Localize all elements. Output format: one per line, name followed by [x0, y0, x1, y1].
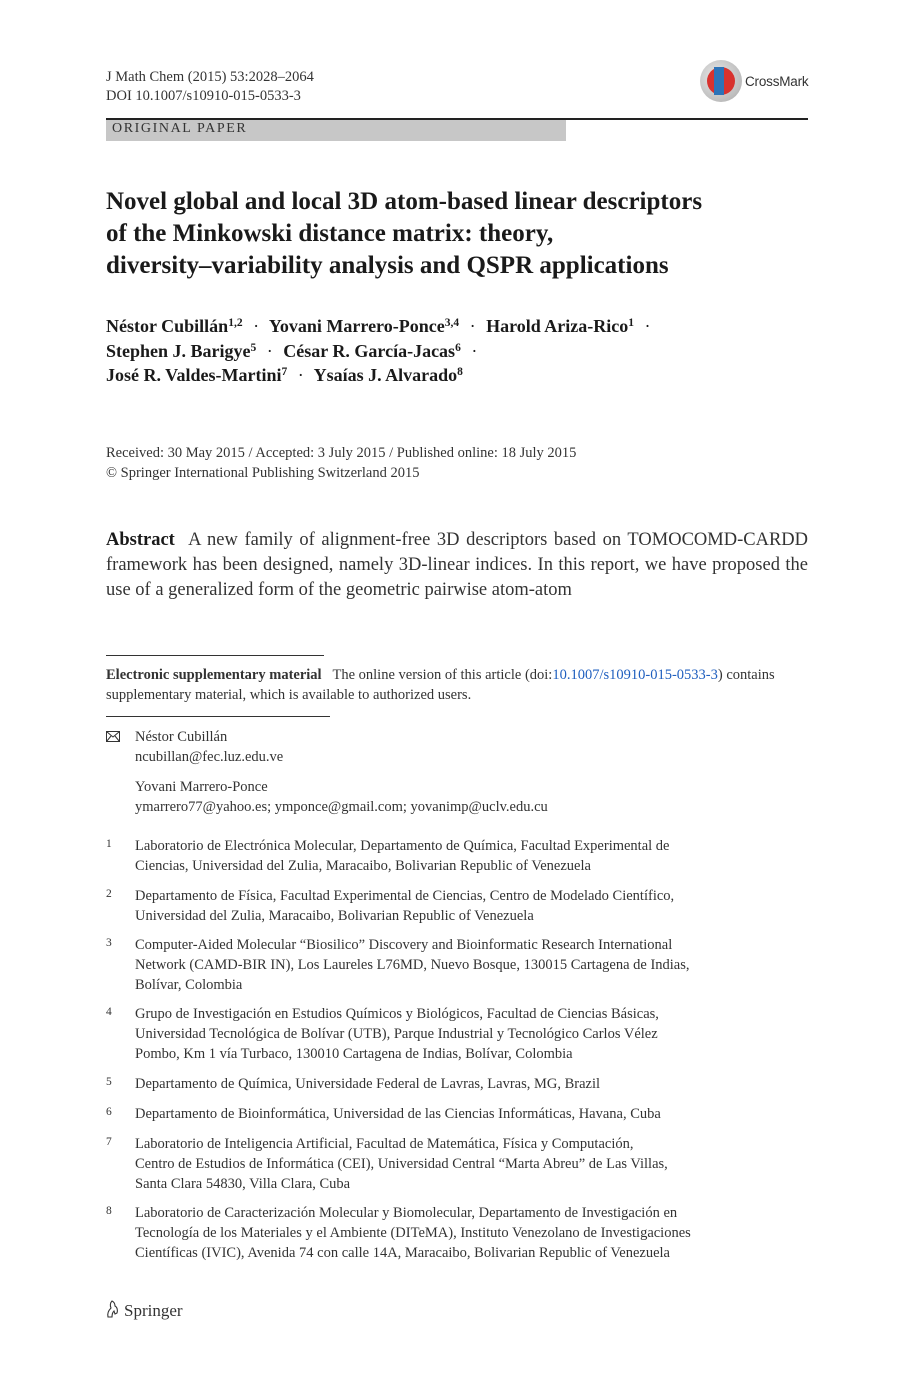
- journal-reference: J Math Chem (2015) 53:2028–2064: [106, 69, 314, 85]
- author-affiliation-marker: 7: [281, 366, 288, 378]
- affiliation-number: 4: [106, 1006, 112, 1018]
- esm-heading: Electronic supplementary material: [106, 667, 322, 683]
- affiliation-line: Universidad del Zulia, Maracaibo, Bolivarian Republic of Venezuela: [135, 908, 534, 924]
- separator-dot: ·: [469, 316, 476, 336]
- title-line: of the Minkowski distance matrix: theory,: [106, 220, 554, 247]
- publication-dates: [106, 443, 576, 483]
- affiliation-number: 8: [106, 1205, 112, 1217]
- affiliation-line: Centro de Estudios de Informática (CEI), Universidad Central “Marta Abreu” de Las Villas,: [135, 1156, 668, 1172]
- affiliation-line: Grupo de Investigación en Estudios Químicos y Biológicos, Facultad de Ciencias Básicas,: [135, 1006, 659, 1022]
- separator-dot: ·: [253, 316, 260, 336]
- author-name[interactable]: Ysaías J. Alvarado: [313, 365, 458, 385]
- abstract-text: A new family of alignment-free 3D descriptors based on TOMOCOMD-CARDD framework has been designed, namely 3D-linear indices. In this report, we have proposed the use of a generalized form of the geometric pairwise atom-atom: [106, 530, 808, 600]
- affiliation-line: Departamento de Química, Universidade Federal de Lavras, Lavras, MG, Brazil: [135, 1076, 601, 1092]
- author-name[interactable]: Harold Ariza-Rico: [486, 316, 629, 336]
- received-line: Received: 30 May 2015 / Accepted: 3 July 2015 / Published online: 18 July 2015: [106, 445, 577, 461]
- supplementary-note: [106, 665, 810, 705]
- author-list: [106, 314, 826, 388]
- affiliation-line: Laboratorio de Electrónica Molecular, Departamento de Química, Facultad Experimental de: [135, 838, 670, 854]
- journal-citation: [106, 68, 314, 106]
- contact-name: Yovani Marrero-Ponce: [135, 779, 268, 795]
- author-affiliation-marker: 5: [250, 341, 257, 354]
- separator-dot: ·: [297, 365, 304, 385]
- author-line: [106, 339, 826, 364]
- affiliation-line: Departamento de Bioinformática, Universidad de las Ciencias Informáticas, Havana, Cuba: [135, 1106, 661, 1122]
- esm-text: The online version of this article (doi:: [332, 667, 553, 683]
- contact-email[interactable]: ymarrero77@yahoo.es; ymponce@gmail.com; yovanimp@uclv.edu.cu: [135, 799, 548, 815]
- copyright-line: © Springer International Publishing Switzerland 2015: [106, 465, 420, 481]
- affiliation-number: 1: [106, 838, 112, 850]
- author-affiliation-marker: 3,4: [444, 317, 460, 329]
- abstract-heading: Abstract: [106, 530, 175, 550]
- crossmark-icon: [700, 60, 742, 102]
- affiliation-number: 3: [106, 937, 112, 949]
- esm-text-end: ) contains supplementary material, which is available to authorized users.: [106, 667, 775, 703]
- affiliation-number: 2: [106, 888, 112, 900]
- affiliation-line: Santa Clara 54830, Villa Clara, Cuba: [135, 1176, 351, 1192]
- abstract: [106, 528, 808, 603]
- title-line: diversity–variability analysis and QSPR applications: [106, 252, 669, 279]
- springer-horse-icon: [104, 1299, 120, 1319]
- author-affiliation-marker: 1,2: [228, 317, 243, 329]
- doi-link[interactable]: 10.1007/s10910-015-0533-3: [552, 667, 718, 683]
- affiliation-number: 6: [106, 1106, 112, 1118]
- author-line: [106, 314, 826, 339]
- affiliation-line: Laboratorio de Caracterización Molecular y Biomolecular, Departamento de Investigación en: [135, 1205, 678, 1221]
- crossmark-label: CrossMark: [745, 74, 809, 89]
- affiliation-number: 5: [106, 1076, 112, 1088]
- author-name[interactable]: José R. Valdes-Martini: [106, 365, 282, 385]
- separator-dot: ·: [644, 316, 651, 336]
- affiliation-line: Computer-Aided Molecular “Biosilico” Discovery and Bioinformatic Research International: [135, 937, 673, 953]
- contact-email[interactable]: ncubillan@fec.luz.edu.ve: [135, 749, 284, 765]
- contact-name: Néstor Cubillán: [135, 729, 228, 745]
- affiliation-line: Network (CAMD-BIR IN), Los Laureles L76MD, Nuevo Bosque, 130015 Cartagena de Indias,: [135, 957, 690, 973]
- affiliation-number: 7: [106, 1136, 112, 1148]
- section-label: ORIGINAL PAPER: [112, 121, 248, 136]
- paper-title: [106, 186, 806, 282]
- footnote-rule: [106, 655, 324, 656]
- title-line: Novel global and local 3D atom-based linear descriptors: [106, 188, 703, 215]
- author-affiliation-marker: 8: [457, 366, 463, 378]
- contact-rule: [106, 716, 330, 717]
- affiliation-line: Bolívar, Colombia: [135, 977, 243, 993]
- author-line: [106, 363, 826, 388]
- affiliation-line: Universidad Tecnológica de Bolívar (UTB), Parque Industrial y Tecnológico Carlos Vélez: [135, 1026, 658, 1042]
- author-name[interactable]: César R. García-Jacas: [283, 340, 456, 361]
- crossmark-badge[interactable]: [700, 60, 810, 104]
- affiliation-line: Laboratorio de Inteligencia Artificial, Facultad de Matemática, Física y Computación,: [135, 1136, 634, 1152]
- doi-reference: DOI 10.1007/s10910-015-0533-3: [106, 88, 301, 104]
- affiliation-line: Científicas (IVIC), Avenida 74 con calle 14A, Maracaibo, Bolivarian Republic of Venezuela: [135, 1245, 670, 1261]
- author-affiliation-marker: 6: [455, 341, 461, 354]
- author-name[interactable]: Yovani Marrero-Ponce: [268, 316, 445, 336]
- author-name[interactable]: Stephen J. Barigye: [106, 340, 251, 361]
- publisher-logo: [104, 1299, 183, 1321]
- affiliation-line: Ciencias, Universidad del Zulia, Maracaibo, Bolivarian Republic of Venezuela: [135, 858, 591, 874]
- affiliation-line: Pombo, Km 1 vía Turbaco, 130010 Cartagena de Indias, Bolívar, Colombia: [135, 1046, 573, 1062]
- envelope-icon: [106, 731, 120, 742]
- contact-block: [106, 727, 806, 817]
- affiliation-line: Tecnología de los Materiales y el Ambiente (DITeMA), Instituto Venezolano de Investigaciones: [135, 1225, 691, 1241]
- affiliation-line: Departamento de Física, Facultad Experimental de Ciencias, Centro de Modelado Científico,: [135, 888, 675, 904]
- separator-dot: ·: [266, 340, 273, 361]
- separator-dot: ·: [471, 340, 478, 361]
- publisher-name: Springer: [124, 1301, 183, 1320]
- author-name[interactable]: Néstor Cubillán: [106, 316, 229, 336]
- author-affiliation-marker: 1: [628, 317, 634, 329]
